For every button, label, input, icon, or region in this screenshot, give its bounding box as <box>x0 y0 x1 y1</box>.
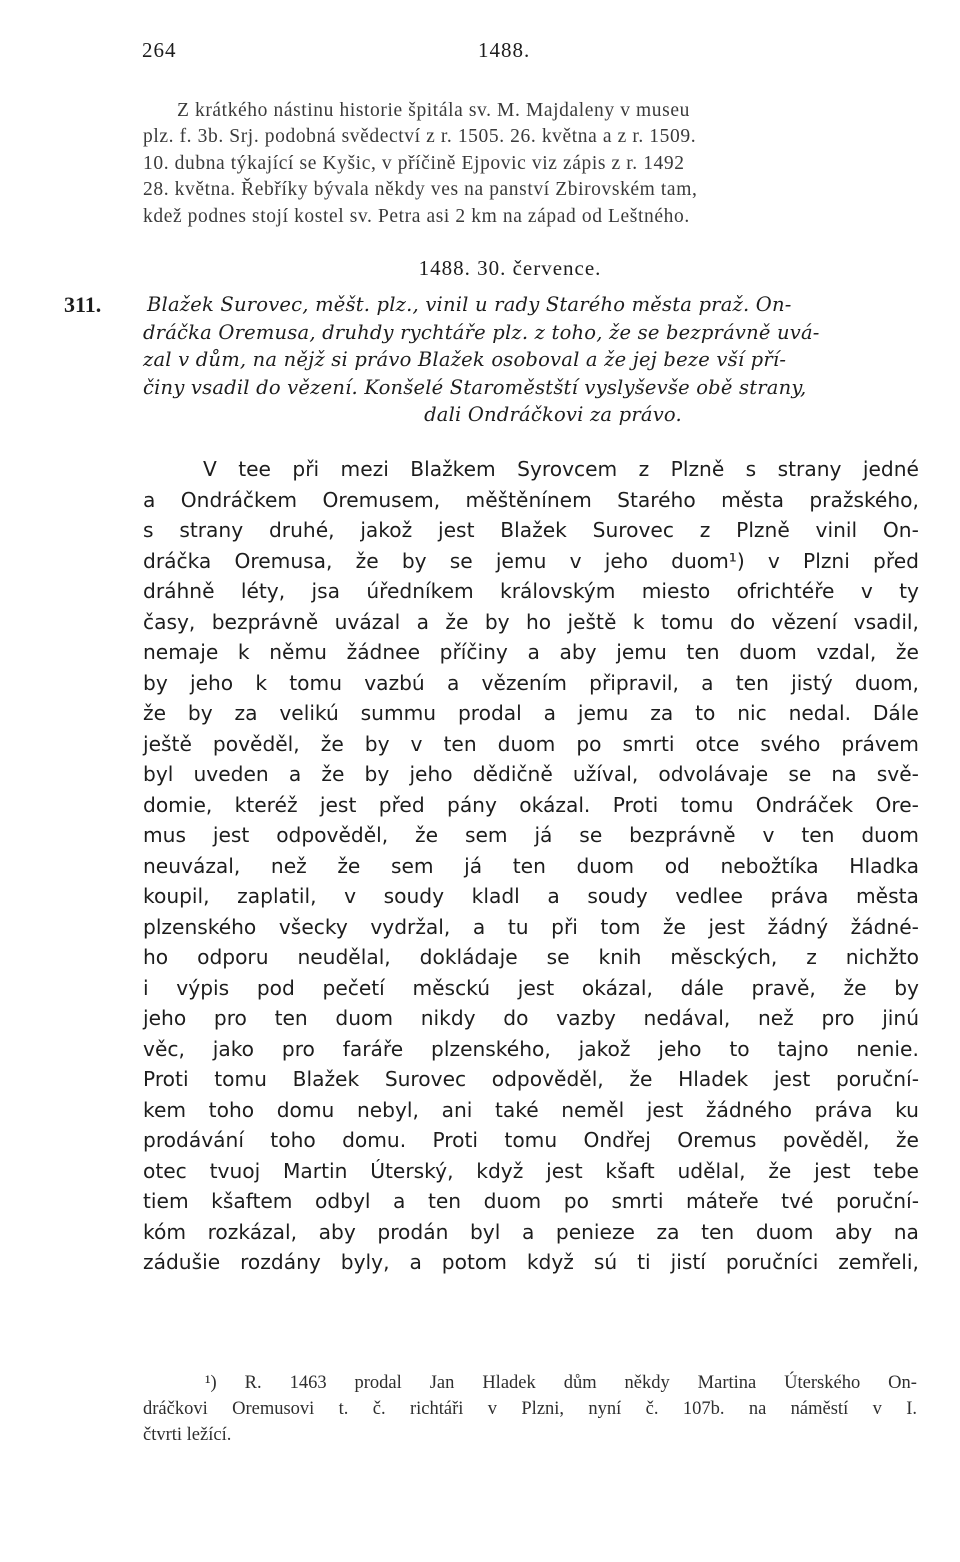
body-line: kóm rozkázal, aby prodán byl a penieze za ten duom aby na <box>143 1219 919 1244</box>
body-line: byl uveden a že by jeho dědičně užíval, odvolávaje se na svě- <box>143 762 919 786</box>
intro-note <box>143 98 923 230</box>
body-line: zádušie rozdány byly, a potom když sú ti jistí poručníci zemřeli, <box>143 1250 919 1274</box>
body-line: tiem kšaftem odbyl a ten duom po smrti máteře tvé poruční- <box>143 1189 919 1213</box>
body-line: prodávání toho domu. Proti tomu Ondřej Oremus pověděl, že <box>143 1128 919 1152</box>
summary-line: dráčka Oremusa, druhdy rychtáře plz. z toho, že se bezprávně uvá- <box>143 320 820 344</box>
body-line: mus jest odpověděl, že sem já se bezprávně v ten duom <box>143 823 919 847</box>
body-line: věc, jako pro faráře plzenského, jakož jeho to tajno nenie. <box>143 1036 919 1061</box>
body-line: dráčka Oremusa, že by se jemu v jeho duom¹) v Plzni před <box>143 548 919 573</box>
date-heading-text: 1488. 30. července. <box>418 256 602 280</box>
footnote-line: čtvrti ležící. <box>143 1425 232 1445</box>
body-line: koupil, zaplatil, v soudy kladl a soudy vedlee práva města <box>143 884 919 908</box>
footnote-line: ¹) R. 1463 prodal Jan Hladek dům někdy Martina Úterského On- <box>205 1373 917 1393</box>
summary-line: činy vsadil do vězení. Konšelé Staroměstští vyslyševše obě strany, <box>143 375 807 399</box>
footnote <box>143 1370 923 1448</box>
entry-summary <box>143 291 923 429</box>
body-line: ještě pověděl, že by v ten duom po smrti otce svého právem <box>143 731 919 756</box>
intro-note-line: plz. f. 3b. Srj. podobná svědectví z r. 1505. 26. května a z r. 1509. <box>143 126 697 148</box>
body-line: dráhně léty, jsa úředníkem královským miesto ofrichtéře v ty <box>143 579 919 603</box>
running-head <box>0 38 960 68</box>
body-line: s strany druhé, jakož jest Blažek Surovec z Plzně vinil On- <box>143 518 919 542</box>
body-line: neuvázal, než že sem já ten duom od nebožtíka Hladka <box>143 853 919 878</box>
body-line: kem toho domu nebyl, ani také neměl jest žádného práva ku <box>143 1097 919 1122</box>
entry-number: 311. <box>64 292 102 317</box>
body-line: že by za velikú summu prodal a jemu za to nic nedal. Dále <box>143 701 919 725</box>
body-line: ho odporu neudělal, dokládaje se knih měsckých, z nichžto <box>143 945 919 969</box>
running-head-year: 1488. <box>478 38 531 62</box>
body-line: otec tvuoj Martin Úterský, když jest kšaft udělal, že jest tebe <box>143 1158 919 1183</box>
page-number: 264 <box>142 38 177 62</box>
entry-body-text <box>143 454 923 1278</box>
body-line: by jeho k tomu vazbú a vězením připravil, a ten jistý duom, <box>143 670 919 695</box>
body-line: V tee při mezi Blažkem Syrovcem z Plzně s strany jedné <box>203 457 919 481</box>
intro-note-line: kdež podnes stojí kostel sv. Petra asi 2 km na západ od Leštného. <box>143 205 690 227</box>
footnote-line: dráčkovi Oremusovi t. č. richtáři v Plzni, nyní č. 107b. na náměstí v I. <box>143 1399 917 1419</box>
summary-line: Blažek Surovec, měšt. plz., vinil u rady Starého města praž. On- <box>147 293 792 316</box>
summary-line: dali Ondráčkovi za právo. <box>424 403 682 427</box>
body-line: Proti tomu Blažek Surovec odpověděl, že Hladek jest poruční- <box>143 1067 919 1091</box>
body-line: domie, kteréž jest před pány okázal. Proti tomu Ondráček Ore- <box>143 792 919 817</box>
body-line: časy, bezprávně uvázal a že by ho ještě k tomu do vězení vsadil, <box>143 609 919 634</box>
body-line: jeho pro ten duom nikdy do vazby nedával, než pro jinú <box>143 1006 919 1030</box>
body-line: plzenského všecky vydržal, a tu při tom že jest žádný žádné- <box>143 914 919 939</box>
intro-note-line: Z krátkého nástinu historie špitála sv. M. Majdaleny v museu <box>177 100 690 121</box>
summary-line: zal v dům, na nějž si právo Blažek osoboval a že jej beze vší pří- <box>143 348 787 372</box>
body-line: nemaje k němu žádnee příčiny a aby jemu ten duom vzdal, že <box>143 640 919 664</box>
body-line: i výpis pod pečetí měsckú jest okázal, dále pravě, že by <box>143 975 919 1000</box>
intro-note-line: 10. dubna týkající se Kyšic, v příčině Ejpovic viz zápis z r. 1492 <box>143 152 685 174</box>
intro-note-line: 28. května. Řebříky bývala někdy ves na panství Zbirovském tam, <box>143 179 698 201</box>
date-heading <box>0 256 960 281</box>
body-line: a Ondráčkem Oremusem, měštěnínem Starého města pražského, <box>143 487 919 512</box>
